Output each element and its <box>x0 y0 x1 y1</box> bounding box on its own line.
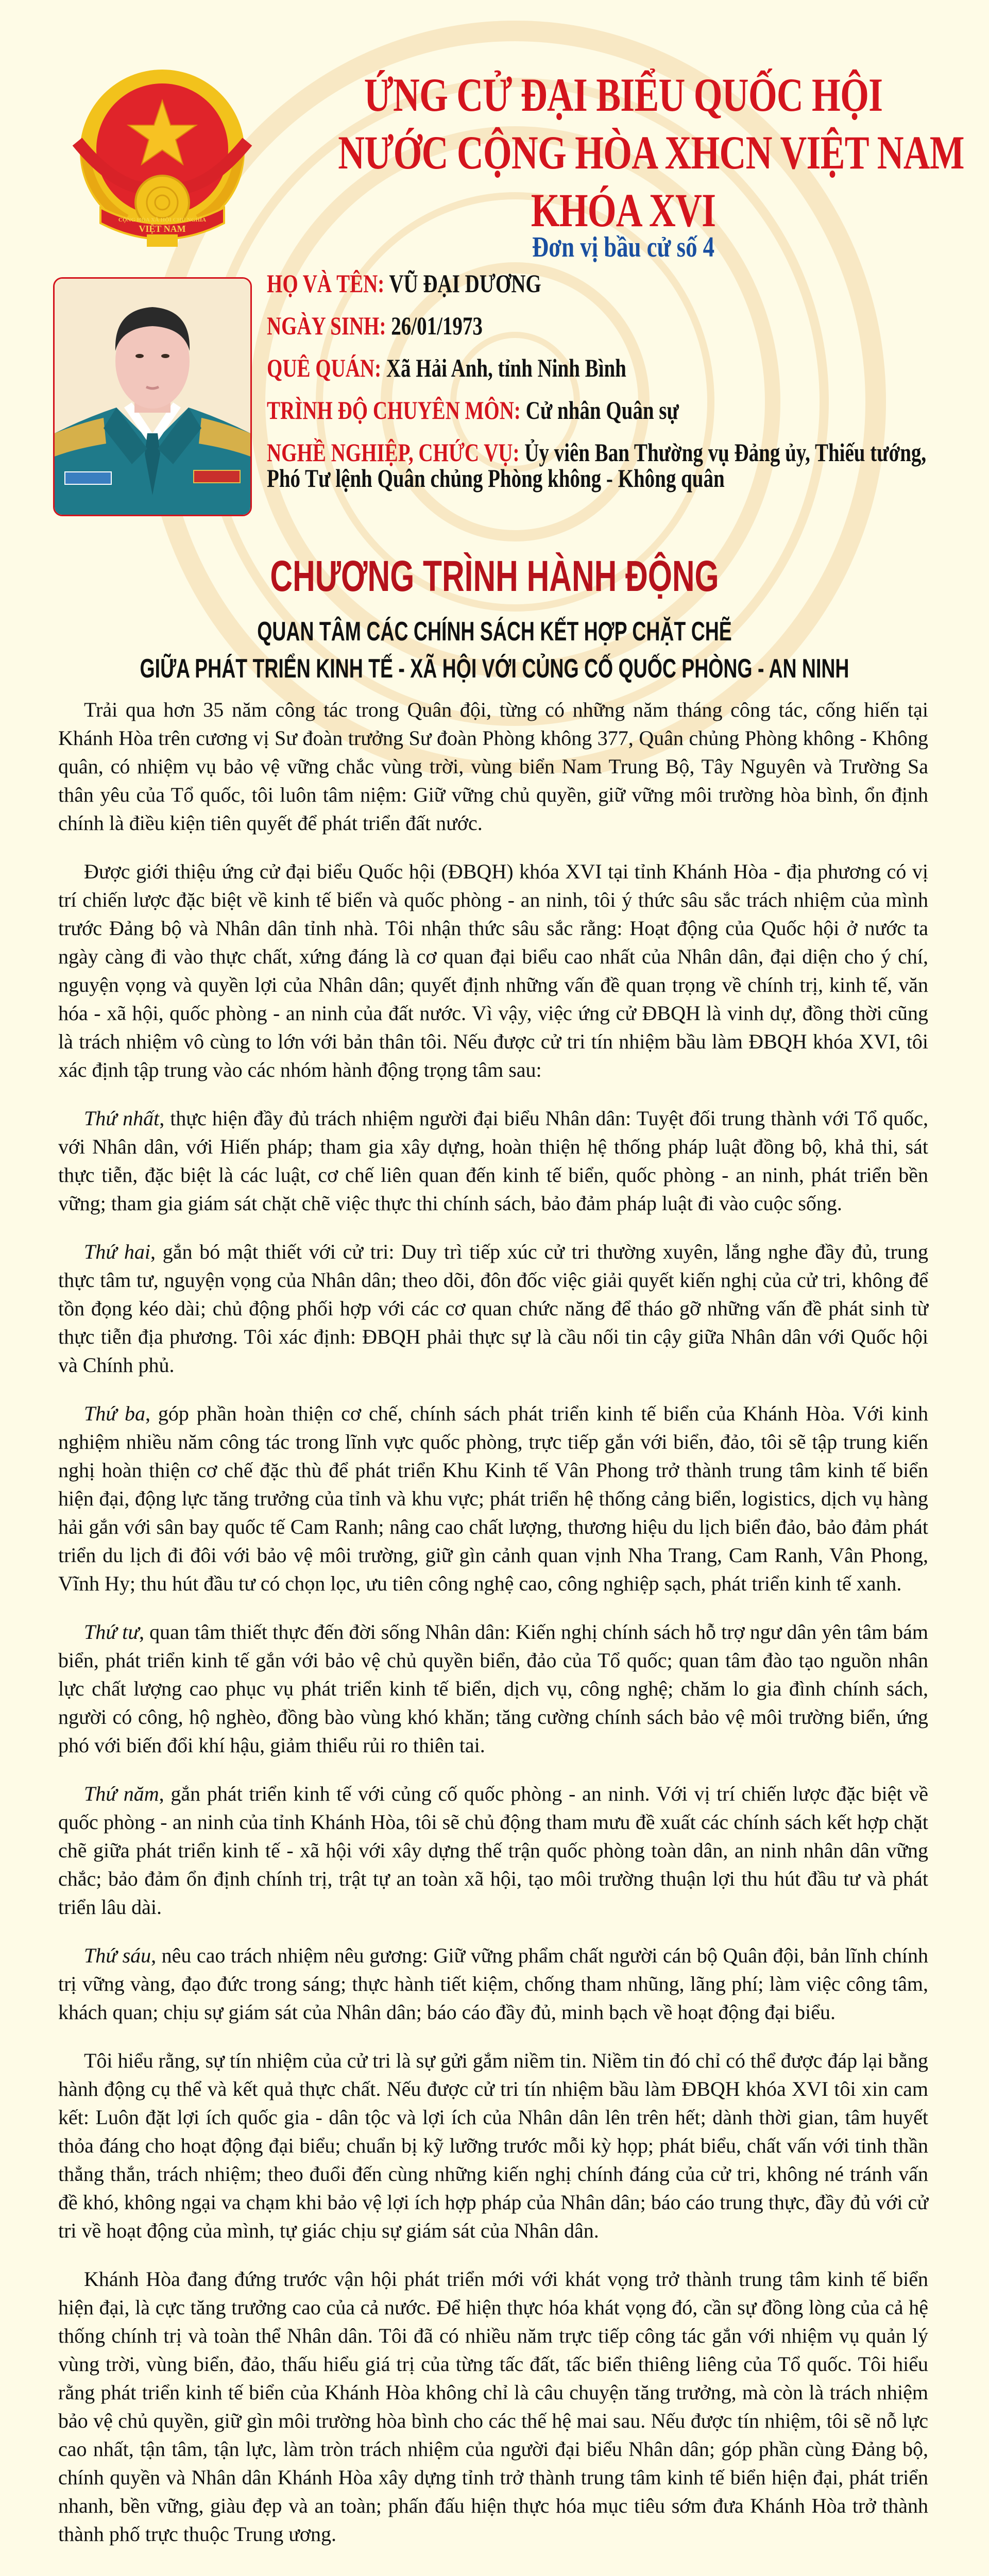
paragraph-text: , thực hiện đầy đủ trách nhiệm người đại biểu Nhân dân: Tuyệt đối trung thành với Tổ quốc, với Nhân dân, với Hiến pháp; tham gia xây dựng, hoàn thiện hệ thống pháp luật đồng bộ, khả thi, sát thực tiễn, đặc biệt là các luật, cơ chế liên quan đến kinh tế biển, quốc phòng - an ninh, phát triển bền vững; tham gia giám sát chặt chẽ việc thực thi chính sách, bảo đảm pháp luật đi vào cuộc sống. <box>58 1107 928 1215</box>
paragraph-lead: Thứ sáu <box>84 1944 151 1967</box>
info-label: TRÌNH ĐỘ CHUYÊN MÔN: <box>267 396 521 425</box>
info-value: Ủy viên Ban Thường vụ Đảng ủy, Thiếu tướng, <box>524 438 927 467</box>
national-emblem-icon <box>70 64 255 250</box>
title-line-1: ỨNG CỬ ĐẠI BIỂU QUỐC HỘI <box>364 69 883 121</box>
info-label: NGÀY SINH: <box>267 311 386 340</box>
paragraph-text: , góp phần hoàn thiện cơ chế, chính sách phát triển kinh tế biển của Khánh Hòa. Với kinh nghiệm nhiều năm công tác trong lĩnh vực quốc phòng, trực tiếp gắn với biển, đảo, tôi sẽ tập trung kiến nghị hoàn thiện cơ chế đặc thù để phát triển Khu Kinh tế Vân Phong trở thành trung tâm kinh tế biển hiện đại, động lực tăng trưởng của tỉnh và khu vực; phát triển hệ thống cảng biển, logistics, dịch vụ hàng hải gắn với sân bay quốc tế Cam Ranh; nâng cao chất lượng, thương hiệu du lịch biển đảo, bảo đảm phát triển du lịch đi đôi với bảo vệ môi trường, giữ gìn cảnh quan vịnh Nha Trang, Cam Ranh, Vân Phong, Vĩnh Hy; thu hút đầu tư có chọn lọc, ưu tiên công nghệ cao, công nghiệp sạch, phát triển kinh tế xanh. <box>58 1402 928 1595</box>
paragraph-lead: Thứ tư <box>84 1620 140 1643</box>
info-row-name <box>267 268 541 299</box>
title-line-2: NƯỚC CỘNG HÒA XHCN VIỆT NAM <box>338 126 964 179</box>
paragraph-text: Khánh Hòa đang đứng trước vận hội phát triển mới với khát vọng trở thành trung tâm kinh tế biển hiện đại, là cực tăng trưởng cao của cả nước. Để hiện thực hóa khát vọng đó, cần sự đồng lòng của cả hệ thống chính trị và toàn thể Nhân dân. Tôi đã có nhiều năm trực tiếp công tác gắn với nhiệm vụ quản lý vùng trời, vùng biển, đảo, thấu hiểu giá trị của từng tấc đất, tấc biển thiêng liêng của Tổ quốc. Tôi hiểu rằng phát triển kinh tế biển của Khánh Hòa không chỉ là câu chuyện tăng trưởng, mà còn là trách nhiệm bảo vệ chủ quyền, giữ gìn môi trường hòa bình cho các thế hệ mai sau. Nếu được tín nhiệm, tôi sẽ nỗ lực cao nhất, tận tâm, tận lực, làm tròn trách nhiệm của người đại biểu Nhân dân; góp phần cùng Đảng bộ, chính quyền và Nhân dân Khánh Hòa xây dựng tỉnh trở thành trung tâm kinh tế biển hiện đại, phát triển nhanh, bền vững, giàu đẹp và an toàn; phấn đấu hiện thực hóa mục tiêu sớm đưa Khánh Hòa trở thành thành phố trực thuộc Trung ương. <box>58 2267 928 2546</box>
info-value: 26/01/1973 <box>391 311 483 340</box>
paragraph <box>58 1780 928 1921</box>
info-row-position-cont <box>267 463 725 494</box>
info-label: NGHỀ NGHIỆP, CHỨC VỤ: <box>267 438 520 467</box>
info-row-birthdate <box>267 310 483 341</box>
paragraph-lead: Thứ hai <box>84 1240 150 1263</box>
subheading-line-2: GIỮA PHÁT TRIỂN KINH TẾ - XÃ HỘI VỚI CỦNG CỐ QUỐC PHÒNG - AN NINH <box>140 654 849 684</box>
paragraph <box>58 1104 928 1217</box>
paragraph <box>58 2046 928 2245</box>
info-label: HỌ VÀ TÊN: <box>267 269 385 298</box>
title-line-3: KHÓA XVI <box>531 184 716 236</box>
paragraph-text: Trải qua hơn 35 năm công tác trong Quân đội, từng có những năm tháng công tác, cống hiến tại Khánh Hòa trên cương vị Sư đoàn trưởng Sư đoàn Phòng không 377, Quân chủng Phòng không - Không quân, có nhiệm vụ bảo vệ vững chắc vùng trời, vùng biển Nam Trung Bộ, Tây Nguyên và Trường Sa thân yêu của Tổ quốc, tôi luôn tâm niệm: Giữ vững chủ quyền, giữ vững môi trường hòa bình, ổn định chính là điều kiện tiên quyết để phát triển đất nước. <box>58 698 928 835</box>
paragraph-text: , nêu cao trách nhiệm nêu gương: Giữ vững phẩm chất người cán bộ Quân đội, bản lĩnh chính trị vững vàng, đạo đức trong sáng; thực hành tiết kiệm, chống tham nhũng, lãng phí; làm việc công tâm, khách quan; chịu sự giám sát của Nhân dân; báo cáo đầy đủ, minh bạch về hoạt động đại biểu. <box>58 1944 928 2024</box>
paragraph-lead: Thứ năm <box>84 1782 159 1805</box>
info-row-hometown <box>267 352 626 383</box>
paragraph-text: Được giới thiệu ứng cử đại biểu Quốc hội (ĐBQH) khóa XVI tại tỉnh Khánh Hòa - địa phương có vị trí chiến lược đặc biệt về kinh tế biển và quốc phòng - an ninh, tôi ý thức sâu sắc trách nhiệm của mình trước Đảng bộ và Nhân dân tỉnh nhà. Tôi nhận thức sâu sắc rằng: Hoạt động của Quốc hội ở nước ta ngày càng đi vào thực chất, xứng đáng là cơ quan đại biểu cao nhất của Nhân dân, đại diện cho ý chí, nguyện vọng và quyền lợi của Nhân dân; quyết định những vấn đề quan trọng về chính trị, kinh tế, văn hóa - xã hội, quốc phòng - an ninh của đất nước. Vì vậy, việc ứng cử ĐBQH là vinh dự, đồng thời cũng là trách nhiệm vô cùng to lớn với bản thân tôi. Nếu được cử tri tín nhiệm bầu làm ĐBQH khóa XVI, tôi xác định tập trung vào các nhóm hành động trọng tâm sau: <box>58 860 928 1081</box>
paragraph-text: , gắn phát triển kinh tế với củng cố quốc phòng - an ninh. Với vị trí chiến lược đặc biệt về quốc phòng - an ninh của tỉnh Khánh Hòa, tôi sẽ chủ động tham mưu đề xuất các chính sách kết hợp chặt chẽ giữa phát triển kinh tế - xã hội với xây dựng thế trận quốc phòng toàn dân, an ninh nhân dân vững chắc; bảo đảm ổn định chính trị, trật tự an toàn xã hội, tạo môi trường thuận lợi thu hút đầu tư và phát triển lâu dài. <box>58 1782 928 1919</box>
subheading-line-1: QUAN TÂM CÁC CHÍNH SÁCH KẾT HỢP CHẶT CHẼ <box>257 617 732 647</box>
info-value-line2: Phó Tư lệnh Quân chủng Phòng không - Không quân <box>267 464 725 493</box>
info-value: Xã Hải Anh, tỉnh Ninh Bình <box>386 353 626 382</box>
program-heading: CHƯƠNG TRÌNH HÀNH ĐỘNG <box>270 552 719 600</box>
paragraph <box>58 857 928 1084</box>
info-label: QUÊ QUÁN: <box>267 353 382 382</box>
paragraph-lead: Thứ nhất <box>84 1107 160 1130</box>
paragraph <box>58 1618 928 1759</box>
paragraph-text: , quan tâm thiết thực đến đời sống Nhân dân: Kiến nghị chính sách hỗ trợ ngư dân yên tâm bám biển, phát triển kinh tế gắn với bảo vệ chủ quyền biển, đảo của Tổ quốc; quan tâm đào tạo nguồn nhân lực chất lượng cao phục vụ phát triển kinh tế biển, dịch vụ, công nghệ; chăm lo gia đình chính sách, người có công, hộ nghèo, đồng bào vùng khó khăn; tăng cường chính sách bảo vệ môi trường biển, ứng phó với biến đổi khí hậu, giảm thiểu rủi ro thiên tai. <box>58 1620 928 1757</box>
electoral-unit: Đơn vị bầu cử số 4 <box>532 231 715 263</box>
paragraph <box>58 2265 928 2548</box>
program-subheading <box>139 613 850 687</box>
paragraph-text: , gắn bó mật thiết với cử tri: Duy trì tiếp xúc cử tri thường xuyên, lắng nghe đầy đủ, trung thực tâm tư, nguyện vọng của Nhân dân; theo dõi, đôn đốc việc giải quyết kiến nghị của cử tri, không để tồn đọng kéo dài; chủ động phối hợp với các cơ quan chức năng để tháo gỡ những vấn đề phát sinh từ thực tiễn địa phương. Tôi xác định: ĐBQH phải thực sự là cầu nối tin cậy giữa Nhân dân với Quốc hội và Chính phủ. <box>58 1240 928 1377</box>
candidate-portrait <box>53 277 252 516</box>
paragraph <box>58 696 928 837</box>
paragraph <box>58 1941 928 2026</box>
page-title <box>338 66 964 239</box>
paragraph-lead: Thứ ba <box>84 1402 145 1425</box>
info-value: Cử nhân Quân sự <box>525 396 679 425</box>
paragraph-text: Tôi hiểu rằng, sự tín nhiệm của cử tri là sự gửi gắm niềm tin. Niềm tin đó chỉ có thể được đáp lại bằng hành động cụ thể và kết quả thực chất. Nếu được cử tri tín nhiệm bầu làm ĐBQH khóa XVI tôi xin cam kết: Luôn đặt lợi ích quốc gia - dân tộc và lợi ích của Nhân dân lên trên hết; dành thời gian, tâm huyết thỏa đáng cho hoạt động đại biểu; chuẩn bị kỹ lưỡng trước mỗi kỳ họp; phát biểu, chất vấn với tinh thần thẳng thắn, trách nhiệm; theo đuổi đến cùng những kiến nghị chính đáng của cử tri, không né tránh vấn đề khó, không ngại va chạm khi bảo vệ lợi ích hợp pháp của Nhân dân; báo cáo trung thực, đầy đủ với cử tri về hoạt động của mình, tự giác chịu sự giám sát của Nhân dân. <box>58 2049 928 2242</box>
paragraph <box>58 1399 928 1598</box>
paragraph <box>58 1238 928 1379</box>
program-body <box>58 696 928 2568</box>
emblem-ribbon-line1: CỘNG HÒA XÃ HỘI CHỦ NGHĨA <box>118 217 207 223</box>
emblem-ribbon-line2: VIỆT NAM <box>139 224 186 234</box>
info-value: VŨ ĐẠI DƯƠNG <box>389 269 541 298</box>
info-row-education <box>267 395 679 426</box>
